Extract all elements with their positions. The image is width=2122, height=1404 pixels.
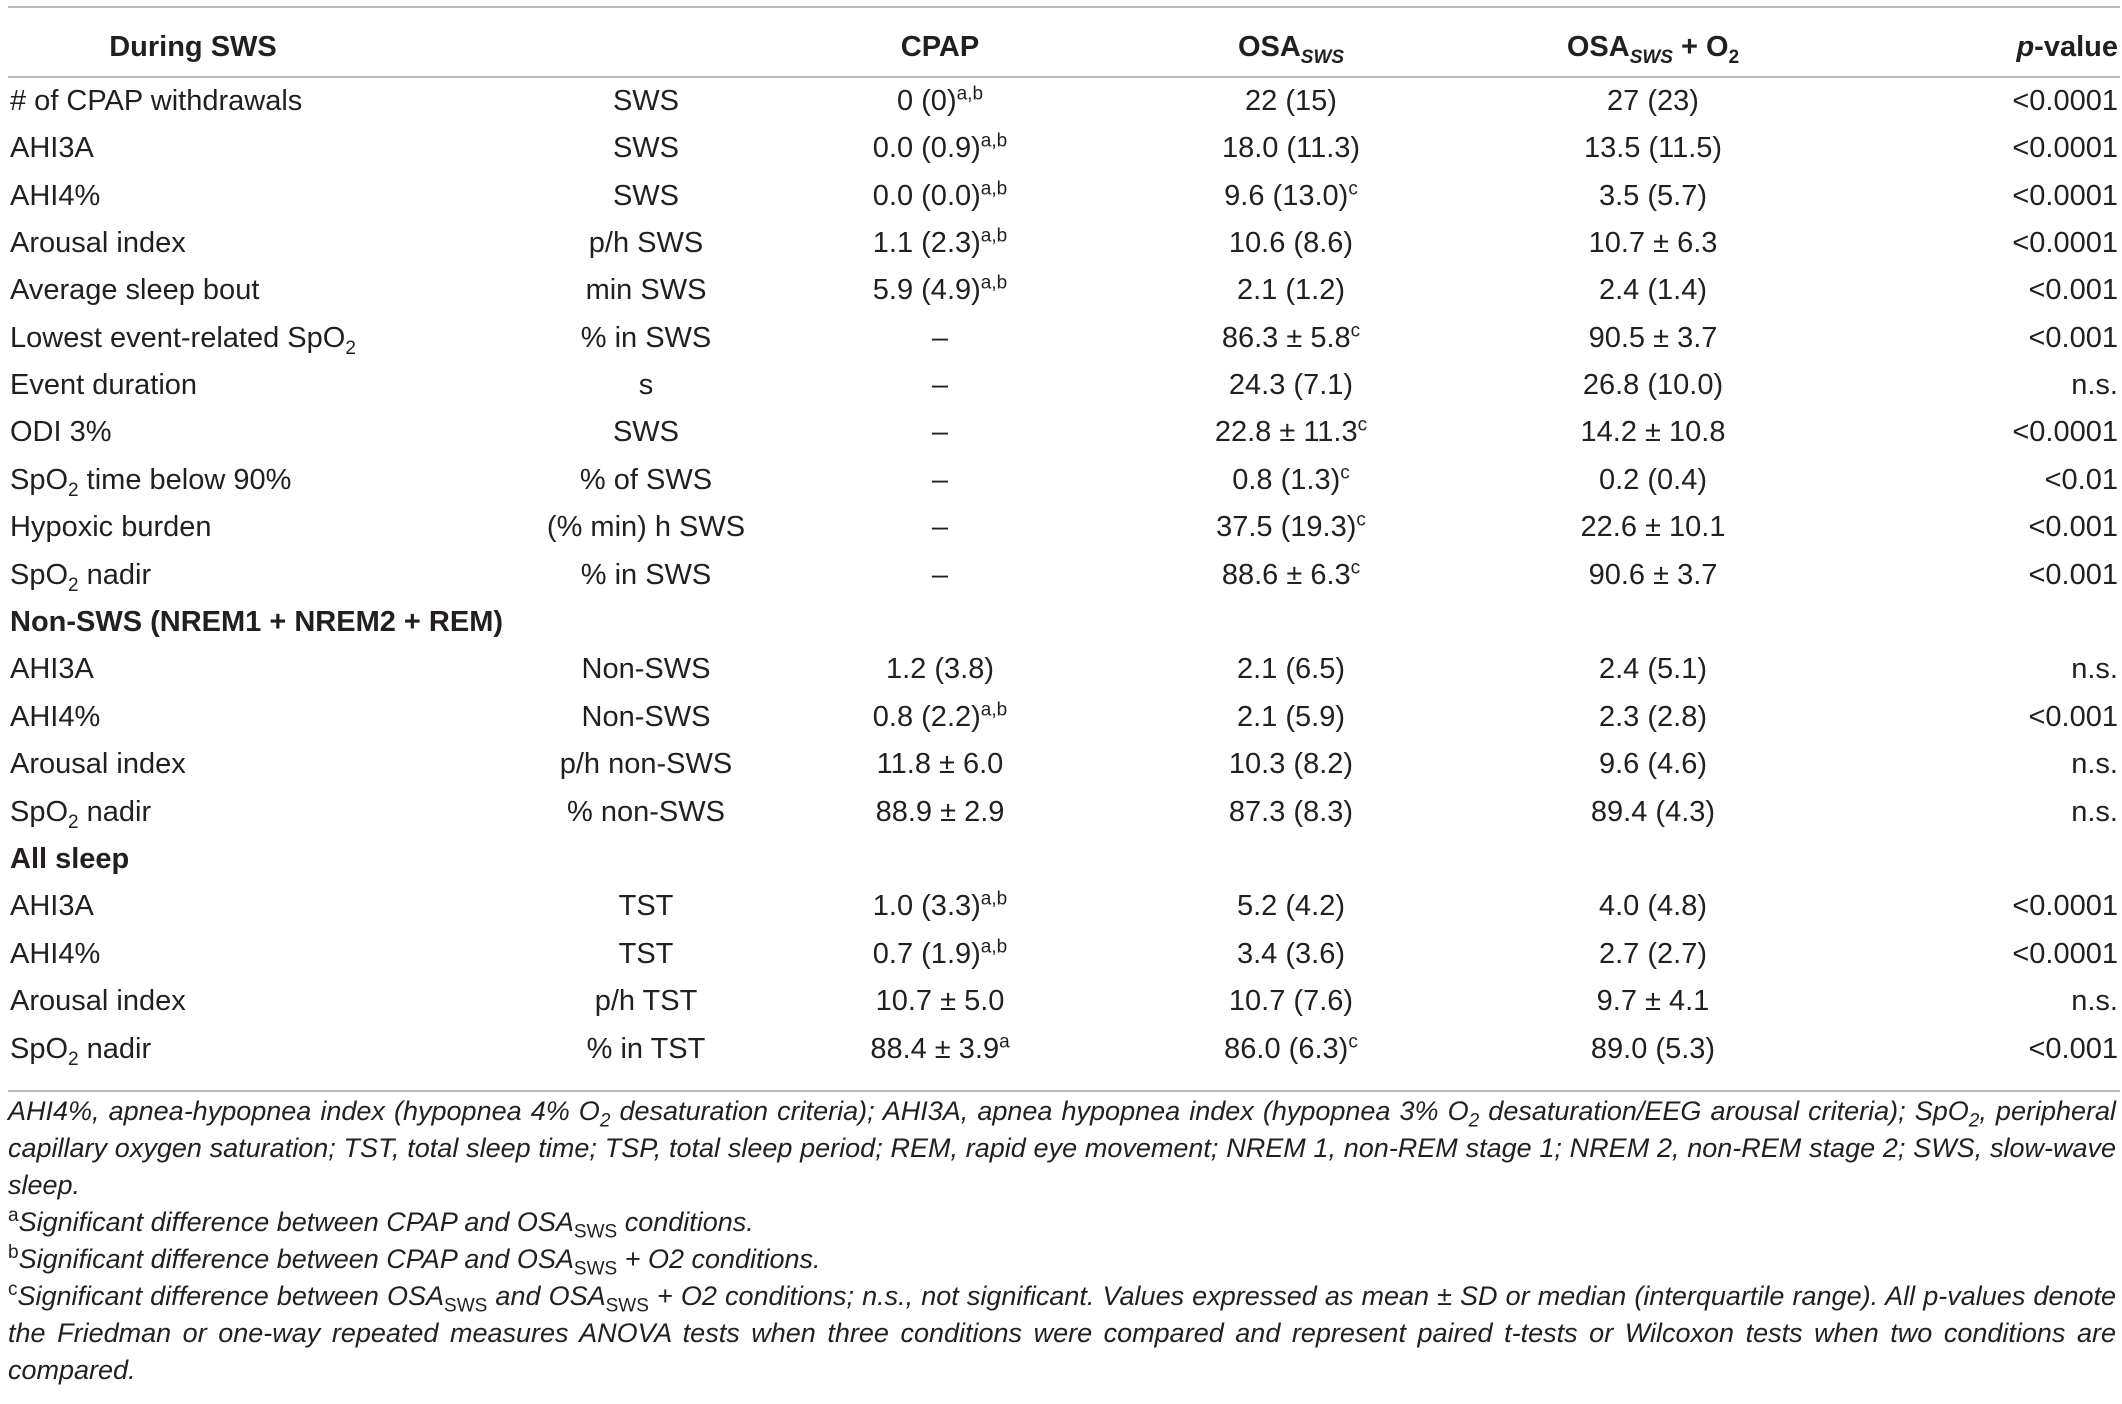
cell-osa-value: 88.6 ± 6.3 — [1221, 558, 1351, 591]
header-osa-sub: SWS — [1300, 46, 1345, 68]
table-row — [8, 1026, 2120, 1073]
cell-cpap-value: 1.1 (2.3) — [872, 226, 981, 259]
cell-osa-value: 2.1 (1.2) — [1237, 274, 1345, 307]
cell-osa-sws — [1116, 647, 1466, 694]
row-label-text: AHI3A — [10, 653, 94, 686]
cell-cpap — [764, 741, 1116, 788]
cell-p-value: n.s. — [2071, 795, 2118, 828]
cell-osa-sws-o2: 2.7 (2.7) — [1599, 937, 1707, 970]
row-label-text: Arousal index — [10, 226, 186, 259]
cell-osa-sws — [1116, 315, 1466, 362]
footnote-a-tail: conditions. — [617, 1207, 754, 1237]
table-row — [8, 694, 2120, 741]
cell-cpap-footnote-mark: a,b — [980, 225, 1008, 247]
cell-cpap — [764, 125, 1116, 172]
cell-p-value: <0.001 — [2028, 321, 2118, 354]
table-row — [8, 647, 2120, 694]
section-non-sws-label: Non-SWS (NREM1 + NREM2 + REM) — [10, 606, 504, 639]
cell-cpap — [764, 362, 1116, 409]
cell-osa-sws-o2: 9.7 ± 4.1 — [1596, 985, 1710, 1018]
cell-cpap — [764, 694, 1116, 741]
cell-p-value: <0.001 — [2028, 558, 2118, 591]
row-label — [8, 1026, 528, 1073]
row-label-text: AHI3A — [10, 132, 94, 165]
cell-osa-sws-o2: 2.3 (2.8) — [1599, 700, 1707, 733]
cell-osa-sws — [1116, 362, 1466, 409]
cell-osa-value: 86.0 (6.3) — [1224, 1032, 1349, 1065]
results-table — [8, 20, 2120, 1073]
table-row — [8, 884, 2120, 931]
row-unit: p/h non-SWS — [559, 748, 733, 781]
row-label-subscript: 2 — [68, 1048, 79, 1070]
cell-p-value: <0.01 — [2044, 463, 2118, 496]
row-label-subscript: 2 — [68, 574, 79, 596]
footnote-b-tail: + O2 conditions. — [617, 1244, 821, 1274]
cell-cpap — [764, 173, 1116, 220]
cell-p-value: <0.001 — [2028, 274, 2118, 307]
cell-p-value: <0.001 — [2028, 511, 2118, 544]
cell-cpap-footnote-mark: a,b — [980, 888, 1008, 910]
cell-osa-value: 87.3 (8.3) — [1228, 795, 1354, 828]
cell-p-value: n.s. — [2071, 369, 2118, 402]
row-label-subscript: 2 — [345, 337, 356, 359]
row-unit: SWS — [612, 84, 680, 117]
header-p-italic: p — [2016, 31, 2035, 64]
cell-cpap-footnote-mark: a,b — [980, 936, 1008, 958]
row-label-text: Arousal index — [10, 748, 186, 781]
footnote-abbrev-sub: 2 — [1468, 1110, 1480, 1132]
cell-cpap-footnote-mark: a,b — [980, 130, 1008, 152]
cell-osa-sws-o2: 90.5 ± 3.7 — [1588, 321, 1718, 354]
row-unit: Non-SWS — [581, 700, 711, 733]
cell-osa-sws — [1116, 1026, 1466, 1073]
cell-osa-value: 22 (15) — [1245, 84, 1337, 117]
cell-osa-sws — [1116, 694, 1466, 741]
table-row — [8, 77, 2120, 125]
row-unit: TST — [618, 937, 674, 970]
cell-osa-sws — [1116, 220, 1466, 267]
footnote-abbrev-part: , peripheral capillary oxygen saturation; TST, total sleep time; TSP, total sleep period; REM, rapid eye movement; NREM 1, non-REM stage 1; NREM 2, non-REM stage 2; SWS, slow-wave sleep. — [8, 1096, 2117, 1200]
cell-osa-value: 22.8 ± 11.3 — [1214, 416, 1358, 449]
footnote-c-mark: c — [8, 1279, 18, 1300]
row-label — [8, 362, 528, 409]
cell-p-value: <0.0001 — [2012, 226, 2118, 259]
header-unit-blank — [528, 20, 764, 77]
cell-osa-sws — [1116, 789, 1466, 836]
cell-p-value: <0.0001 — [2012, 937, 2118, 970]
table-row — [8, 552, 2120, 599]
cell-osa-sws — [1116, 741, 1466, 788]
cell-osa-value: 2.1 (6.5) — [1237, 653, 1345, 686]
row-unit: % in TST — [586, 1032, 706, 1065]
cell-p-value: n.s. — [2071, 985, 2118, 1018]
table-row — [8, 220, 2120, 267]
row-unit: % in SWS — [580, 558, 712, 591]
table-row — [8, 741, 2120, 788]
footnote-abbrev-sub: 2 — [599, 1110, 611, 1132]
footnote-abbrev-sub: 2 — [1968, 1110, 1980, 1132]
row-label-tail: nadir — [78, 558, 152, 591]
row-label-text: Event duration — [10, 369, 198, 402]
cell-osa-sws-o2: 9.6 (4.6) — [1599, 748, 1707, 781]
cell-cpap-value: 11.8 ± 6.0 — [876, 748, 1004, 781]
footnote-c-text: and OSA — [487, 1281, 606, 1311]
cell-cpap — [764, 410, 1116, 457]
row-label — [8, 789, 528, 836]
header-osa-sws — [1116, 20, 1466, 77]
cell-osa-sws — [1116, 77, 1466, 125]
table-row — [8, 931, 2120, 978]
cell-cpap-value: 0 (0) — [896, 84, 957, 117]
table-row — [8, 125, 2120, 172]
cell-osa-value: 10.6 (8.6) — [1228, 226, 1354, 259]
bottom-rule — [8, 1090, 2120, 1092]
cell-p-value: <0.0001 — [2012, 416, 2118, 449]
footnote-abbreviations — [8, 1093, 2116, 1204]
cell-cpap-footnote-mark: a,b — [980, 177, 1008, 199]
cell-p-value: <0.0001 — [2012, 132, 2118, 165]
cell-osa-value: 2.1 (5.9) — [1237, 700, 1345, 733]
row-label-text: AHI3A — [10, 890, 94, 923]
header-osao2-tail: + O — [1672, 31, 1729, 64]
cell-osa-sws-o2: 22.6 ± 10.1 — [1580, 511, 1726, 544]
footnote-c — [8, 1278, 2116, 1389]
cell-cpap — [764, 789, 1116, 836]
table-row — [8, 173, 2120, 220]
section-non-sws — [8, 599, 2120, 646]
section-all-sleep — [8, 836, 2120, 883]
cell-osa-sws-o2: 89.0 (5.3) — [1590, 1032, 1716, 1065]
row-unit: SWS — [612, 132, 680, 165]
cell-cpap-value: 1.2 (3.8) — [886, 653, 994, 686]
cell-osa-sws-o2: 3.5 (5.7) — [1599, 179, 1707, 212]
footnote-b-mark: b — [8, 1242, 19, 1263]
cell-cpap-value: – — [931, 416, 949, 449]
cell-cpap — [764, 268, 1116, 315]
row-label — [8, 552, 528, 599]
cell-osa-value: 37.5 (19.3) — [1216, 511, 1357, 544]
row-label — [8, 220, 528, 267]
row-unit: p/h TST — [594, 985, 698, 1018]
cell-osa-sws — [1116, 125, 1466, 172]
row-unit: SWS — [612, 416, 680, 449]
cell-cpap — [764, 315, 1116, 362]
cell-p-value: <0.0001 — [2012, 890, 2118, 923]
cell-osa-sws-o2: 2.4 (5.1) — [1599, 653, 1707, 686]
row-label-text: Average sleep bout — [10, 274, 260, 307]
row-label — [8, 315, 528, 362]
header-osao2-main: OSA — [1566, 31, 1630, 64]
cell-osa-footnote-mark: c — [1356, 509, 1366, 531]
row-label — [8, 741, 528, 788]
cell-osa-sws — [1116, 931, 1466, 978]
cell-osa-value: 18.0 (11.3) — [1221, 132, 1361, 165]
row-unit: min SWS — [585, 274, 707, 307]
footnote-c-sub: SWS — [444, 1295, 488, 1317]
cell-osa-footnote-mark: c — [1348, 177, 1358, 199]
cell-cpap — [764, 457, 1116, 504]
cell-osa-sws-o2: 90.6 ± 3.7 — [1588, 558, 1718, 591]
footnote-a-mark: a — [8, 1205, 19, 1226]
cell-osa-value: 5.2 (4.2) — [1237, 890, 1345, 923]
row-label — [8, 694, 528, 741]
row-label-text: Hypoxic burden — [10, 511, 212, 544]
row-label — [8, 268, 528, 315]
cell-cpap-value: 1.0 (3.3) — [872, 890, 981, 923]
row-label-tail: time below 90% — [78, 463, 292, 496]
footnote-abbrev-part: desaturation/EEG arousal criteria); SpO — [1479, 1096, 1969, 1126]
row-label — [8, 931, 528, 978]
row-label-tail: nadir — [78, 795, 152, 828]
cell-osa-sws-o2: 14.2 ± 10.8 — [1580, 416, 1726, 449]
row-label — [8, 505, 528, 552]
row-label — [8, 884, 528, 931]
cell-osa-sws — [1116, 978, 1466, 1025]
footnote-b — [8, 1241, 2116, 1278]
cell-cpap-value: 0.8 (2.2) — [872, 700, 981, 733]
cell-cpap-value: 0.0 (0.0) — [872, 179, 981, 212]
cell-osa-footnote-mark: c — [1350, 320, 1361, 342]
cell-osa-footnote-mark: c — [1350, 557, 1361, 578]
cell-cpap — [764, 647, 1116, 694]
footnote-a — [8, 1204, 2116, 1241]
cell-p-value: <0.001 — [2028, 700, 2118, 733]
cell-osa-value: 9.6 (13.0) — [1224, 179, 1349, 212]
cell-osa-value: 0.8 (1.3) — [1232, 463, 1341, 496]
cell-cpap — [764, 220, 1116, 267]
row-label-text: SpO — [10, 558, 69, 591]
table-footnotes — [8, 1093, 2116, 1389]
table-body — [8, 77, 2120, 1073]
header-cpap: CPAP — [764, 20, 1116, 77]
cell-osa-sws-o2: 89.4 (4.3) — [1590, 795, 1716, 828]
cell-osa-sws — [1116, 268, 1466, 315]
cell-osa-sws-o2: 4.0 (4.8) — [1599, 890, 1707, 923]
table-row — [8, 457, 2120, 504]
cell-osa-footnote-mark: c — [1357, 414, 1368, 436]
cell-cpap-footnote-mark: a — [999, 1030, 1010, 1052]
cell-cpap — [764, 978, 1116, 1025]
cell-osa-sws-o2: 27 (23) — [1607, 84, 1699, 117]
cell-osa-footnote-mark: c — [1340, 462, 1350, 484]
top-rule — [8, 6, 2120, 8]
cell-cpap — [764, 77, 1116, 125]
row-label-text: AHI4% — [10, 700, 101, 733]
row-unit: % in SWS — [580, 321, 712, 354]
row-unit: % of SWS — [579, 463, 713, 496]
cell-osa-sws-o2: 10.7 ± 6.3 — [1588, 226, 1718, 259]
footnote-a-text: Significant difference between CPAP and OSA — [18, 1207, 574, 1237]
cell-cpap-value: 10.7 ± 5.0 — [875, 985, 1005, 1018]
table-row — [8, 410, 2120, 457]
cell-cpap-value: 88.9 ± 2.9 — [875, 795, 1005, 828]
row-label — [8, 647, 528, 694]
cell-cpap-value: – — [931, 369, 949, 402]
row-label-text: SpO — [10, 795, 69, 828]
row-label-text: # of CPAP withdrawals — [10, 84, 303, 117]
row-label-text: AHI4% — [10, 937, 101, 970]
cell-osa-sws — [1116, 505, 1466, 552]
row-label-subscript: 2 — [68, 811, 79, 833]
row-label-tail: nadir — [78, 1032, 152, 1065]
row-unit: Non-SWS — [581, 653, 711, 686]
cell-cpap-value: 0.0 (0.9) — [872, 132, 981, 165]
cell-cpap — [764, 1026, 1116, 1073]
header-section-during-sws: During SWS — [8, 20, 528, 77]
cell-osa-footnote-mark: c — [1348, 1030, 1358, 1052]
cell-p-value: n.s. — [2071, 748, 2118, 781]
row-unit: % non-SWS — [567, 795, 725, 828]
row-label — [8, 77, 528, 125]
row-label-subscript: 2 — [68, 479, 79, 501]
header-p-value — [1840, 20, 2120, 77]
section-all-sleep-label: All sleep — [10, 843, 130, 875]
row-label-text: Lowest event-related SpO — [10, 321, 346, 354]
cell-cpap-value: 88.4 ± 3.9 — [870, 1032, 1000, 1065]
row-unit: SWS — [612, 179, 680, 212]
footnote-c-text: Significant difference between OSA — [17, 1281, 445, 1311]
footnote-abbrev-part: desaturation criteria); AHI3A, apnea hypopnea index (hypopnea 3% O — [610, 1096, 1469, 1126]
row-label-text: ODI 3% — [10, 416, 112, 449]
cell-osa-sws-o2: 0.2 (0.4) — [1599, 463, 1707, 496]
row-unit: p/h SWS — [588, 226, 704, 259]
cell-cpap-value: – — [931, 463, 949, 496]
cell-osa-sws — [1116, 884, 1466, 931]
cell-osa-value: 86.3 ± 5.8 — [1221, 321, 1351, 354]
table-row — [8, 362, 2120, 409]
footnote-a-sub: SWS — [573, 1221, 618, 1243]
row-label-text: AHI4% — [10, 179, 101, 212]
header-osa-sws-o2 — [1466, 20, 1840, 77]
header-p-rest: -value — [2034, 31, 2118, 64]
cell-cpap — [764, 931, 1116, 978]
footnote-c-sub: SWS — [605, 1295, 649, 1317]
cell-cpap — [764, 884, 1116, 931]
row-label — [8, 457, 528, 504]
footnote-b-text: Significant difference between CPAP and OSA — [18, 1244, 574, 1274]
cell-cpap — [764, 552, 1116, 599]
footnote-abbrev-part: AHI4%, apnea-hypopnea index (hypopnea 4% O — [8, 1096, 600, 1126]
table-row — [8, 789, 2120, 836]
table-row — [8, 978, 2120, 1025]
cell-cpap — [764, 505, 1116, 552]
cell-cpap-value: 0.7 (1.9) — [872, 937, 981, 970]
cell-osa-sws-o2: 2.4 (1.4) — [1599, 274, 1707, 307]
cell-p-value: <0.0001 — [2012, 179, 2118, 212]
row-label — [8, 978, 528, 1025]
cell-osa-sws-o2: 13.5 (11.5) — [1583, 132, 1723, 165]
cell-osa-sws — [1116, 552, 1466, 599]
cell-cpap-value: – — [931, 558, 949, 591]
row-label — [8, 173, 528, 220]
row-unit: TST — [618, 890, 674, 923]
cell-cpap-value: 5.9 (4.9) — [872, 274, 981, 307]
row-label-text: SpO — [10, 1032, 69, 1065]
row-unit: (% min) h SWS — [546, 511, 746, 544]
cell-p-value: <0.001 — [2028, 1032, 2118, 1065]
cell-osa-sws — [1116, 173, 1466, 220]
cell-p-value: n.s. — [2071, 653, 2118, 686]
footnote-c-text: + O2 conditions; n.s., not significant. Values expressed as mean ± SD or median (interquartile range). All p-values denote the Friedman or one-way repeated measures ANOVA tests when three conditions were compared and represent paired t-tests or Wilcoxon tests when two conditions are compared. — [8, 1281, 2117, 1385]
cell-osa-value: 3.4 (3.6) — [1237, 937, 1345, 970]
table-header-row — [8, 20, 2120, 77]
cell-cpap-value: – — [931, 321, 949, 354]
row-label-text: SpO — [10, 463, 69, 496]
header-osa-main: OSA — [1237, 31, 1301, 64]
cell-osa-value: 10.3 (8.2) — [1228, 748, 1354, 781]
footnote-b-sub: SWS — [573, 1258, 618, 1280]
cell-osa-value: 24.3 (7.1) — [1228, 369, 1354, 402]
cell-cpap-footnote-mark: a,b — [956, 83, 984, 105]
row-label — [8, 410, 528, 457]
header-osao2-sub: SWS — [1629, 46, 1673, 68]
cell-cpap-footnote-mark: a,b — [980, 699, 1008, 721]
table-row — [8, 268, 2120, 315]
table-row — [8, 315, 2120, 362]
cell-osa-value: 10.7 (7.6) — [1228, 985, 1354, 1018]
header-osao2-sub2: 2 — [1728, 46, 1740, 68]
cell-cpap-footnote-mark: a,b — [980, 272, 1008, 294]
cell-osa-sws — [1116, 410, 1466, 457]
cell-p-value: <0.0001 — [2012, 84, 2118, 117]
row-unit: s — [638, 369, 654, 402]
cell-cpap-value: – — [931, 511, 949, 544]
table-row — [8, 505, 2120, 552]
row-label — [8, 125, 528, 172]
cell-osa-sws-o2: 26.8 (10.0) — [1582, 369, 1724, 402]
row-label-text: Arousal index — [10, 985, 186, 1018]
cell-osa-sws — [1116, 457, 1466, 504]
